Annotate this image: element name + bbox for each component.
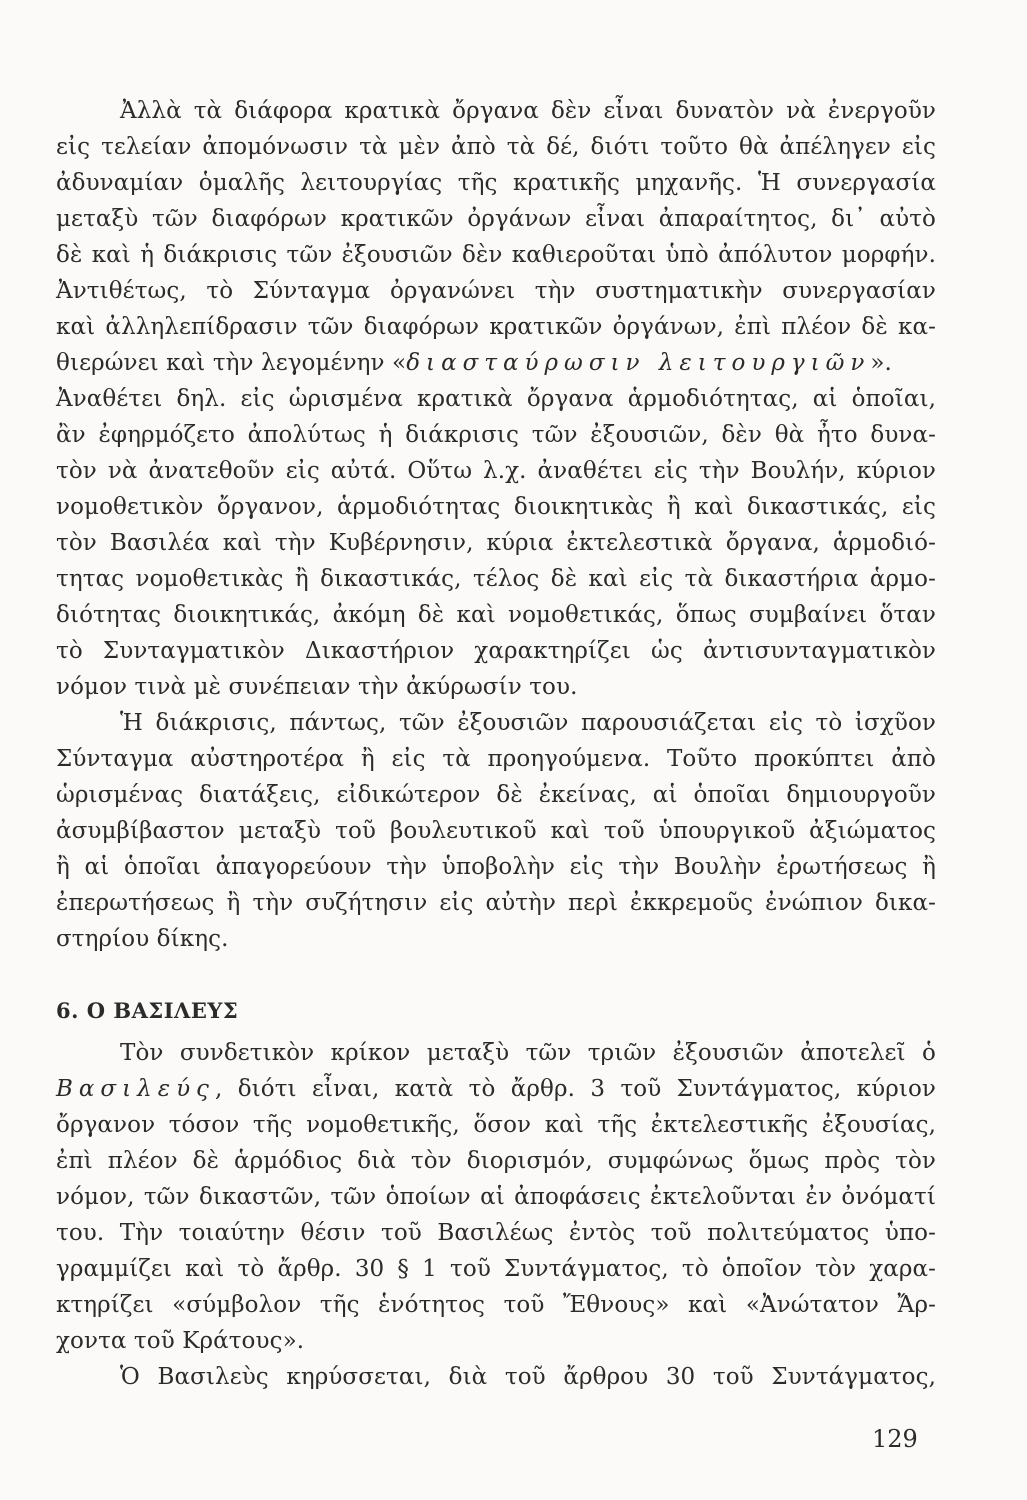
text-line: τὸ Συνταγματικὸν Δικαστήριον χαρακτηρίζει ὡς ἀντισυνταγματικὸν — [56, 638, 936, 664]
text-line: ἂν ἐφηρμόζετο ἀπολύτως ἡ διάκρισις τῶν ἐξουσιῶν, δὲν θὰ ἦτο δυνα- — [56, 422, 936, 448]
text-line: τητας νομοθετικὰς ἢ δικαστικάς, τέλος δὲ καὶ εἰς τὰ δικαστήρια ἁρμο- — [56, 566, 936, 592]
text-line: νόμον τινὰ μὲ συνέπειαν τὴν ἀκύρωσίν του. — [56, 674, 578, 700]
text-line: γραμμίζει καὶ τὸ ἄρθρ. 30 § 1 τοῦ Συντάγματος, τὸ ὁποῖον τὸν χαρα- — [56, 1256, 936, 1282]
text-line: τὸν Βασιλέα καὶ τὴν Κυβέρνησιν, κύρια ἐκτελεστικὰ ὄργανα, ἁρμοδιό- — [56, 530, 936, 556]
text-line: ἐπὶ πλέον δὲ ἁρμόδιος διὰ τὸν διορισμόν, συμφώνως ὅμως πρὸς τὸν — [56, 1148, 936, 1174]
text-line — [56, 1072, 936, 1106]
section-heading: 6. Ο ΒΑΣΙΛΕΥΣ — [56, 998, 239, 1023]
text-line: κτηρίζει «σύμβολον τῆς ἑνότητος τοῦ Ἔθνους» καὶ «Ἀνώτατον Ἄρ- — [56, 1292, 936, 1318]
text-line: ἢ αἱ ὁποῖαι ἀπαγορεύουν τὴν ὑποβολὴν εἰς τὴν Βουλὴν ἐρωτήσεως ἢ — [56, 854, 936, 880]
text-line: Ἀναθέτει δηλ. εἰς ὡρισμένα κρατικὰ ὄργανα ἁρμοδιότητας, αἱ ὁποῖαι, — [56, 386, 936, 412]
spaced-term: Βασιλεύς — [56, 1076, 215, 1102]
text-line: Τὸν συνδετικὸν κρίκον μεταξὺ τῶν τριῶν ἐξουσιῶν ἀποτελεῖ ὁ — [120, 1040, 936, 1066]
text-fragment: ». — [870, 350, 892, 376]
text-line: τὸν νὰ ἀνατεθοῦν εἰς αὐτά. Οὕτω λ.χ. ἀναθέτει εἰς τὴν Βουλήν, κύριον — [56, 458, 936, 484]
text-line: ἐπερωτήσεως ἢ τὴν συζήτησιν εἰς αὐτὴν περὶ ἐκκρεμοῦς ἐνώπιον δικα- — [56, 890, 936, 916]
text-line: ἀδυναμίαν ὁμαλῆς λειτουργίας τῆς κρατικῆς μηχανῆς. Ἡ συνεργασία — [56, 170, 936, 196]
text-line: νομοθετικὸν ὄργανον, ἁρμοδιότητας διοικητικὰς ἢ καὶ δικαστικάς, εἰς — [56, 494, 936, 520]
text-line: Ἀντιθέτως, τὸ Σύνταγμα ὀργανώνει τὴν συστηματικὴν συνεργασίαν — [56, 278, 936, 304]
text-line: του. Τὴν τοιαύτην θέσιν τοῦ Βασιλέως ἐντὸς τοῦ πολιτεύματος ὑπο- — [56, 1220, 936, 1246]
text-line: καὶ ἀλληλεπίδρασιν τῶν διαφόρων κρατικῶν ὀργάνων, ἐπὶ πλέον δὲ κα- — [56, 314, 936, 340]
text-line: εἰς τελείαν ἀπομόνωσιν τὰ μὲν ἀπὸ τὰ δέ, διότι τοῦτο θὰ ἀπέληγεν εἰς — [56, 134, 936, 160]
text-line: Ἡ διάκρισις, πάντως, τῶν ἐξουσιῶν παρουσιάζεται εἰς τὸ ἰσχῦον — [120, 710, 936, 736]
page-number: 129 — [872, 1425, 918, 1453]
text-line: Σύνταγμα αὐστηροτέρα ἢ εἰς τὰ προηγούμενα. Τοῦτο προκύπτει ἀπὸ — [56, 746, 936, 772]
text-line: ὡρισμένας διατάξεις, εἰδικώτερον δὲ ἐκείνας, αἱ ὁποῖαι δημιουργοῦν — [56, 782, 936, 808]
text-fragment: , διότι εἶναι, κατὰ τὸ ἄρθρ. 3 τοῦ Συντάγματος, κύριον — [214, 1076, 936, 1102]
text-line: διότητας διοικητικάς, ἀκόμη δὲ καὶ νομοθετικάς, ὅπως συμβαίνει ὅταν — [56, 602, 936, 628]
text-fragment: θιερώνει καὶ τὴν λεγομένην « — [56, 350, 407, 376]
text-line: στηρίου δίκης. — [56, 926, 229, 952]
text-line: Ἀλλὰ τὰ διάφορα κρατικὰ ὄργανα δὲν εἶναι δυνατὸν νὰ ἐνεργοῦν — [120, 98, 936, 124]
text-line — [56, 346, 936, 380]
text-line: δὲ καὶ ἡ διάκρισις τῶν ἐξουσιῶν δὲν καθιεροῦται ὑπὸ ἀπόλυτον μορφήν. — [56, 242, 936, 268]
text-line: χοντα τοῦ Κράτους». — [56, 1328, 305, 1354]
text-line: νόμον, τῶν δικαστῶν, τῶν ὁποίων αἱ ἀποφάσεις ἐκτελοῦνται ἐν ὀνόματί — [56, 1184, 936, 1210]
text-line: ἀσυμβίβαστον μεταξὺ τοῦ βουλευτικοῦ καὶ τοῦ ὑπουργικοῦ ἀξιώματος — [56, 818, 936, 844]
spaced-term: διασταύρωσιν λειτουργιῶν — [406, 350, 871, 376]
text-line: ὄργανον τόσον τῆς νομοθετικῆς, ὅσον καὶ τῆς ἐκτελεστικῆς ἐξουσίας, — [56, 1112, 936, 1138]
text-line: Ὁ Βασιλεὺς κηρύσσεται, διὰ τοῦ ἄρθρου 30 τοῦ Συντάγματος, — [120, 1364, 936, 1390]
text-line: μεταξὺ τῶν διαφόρων κρατικῶν ὀργάνων εἶναι ἀπαραίτητος, δι᾽ αὐτὸ — [56, 206, 936, 232]
